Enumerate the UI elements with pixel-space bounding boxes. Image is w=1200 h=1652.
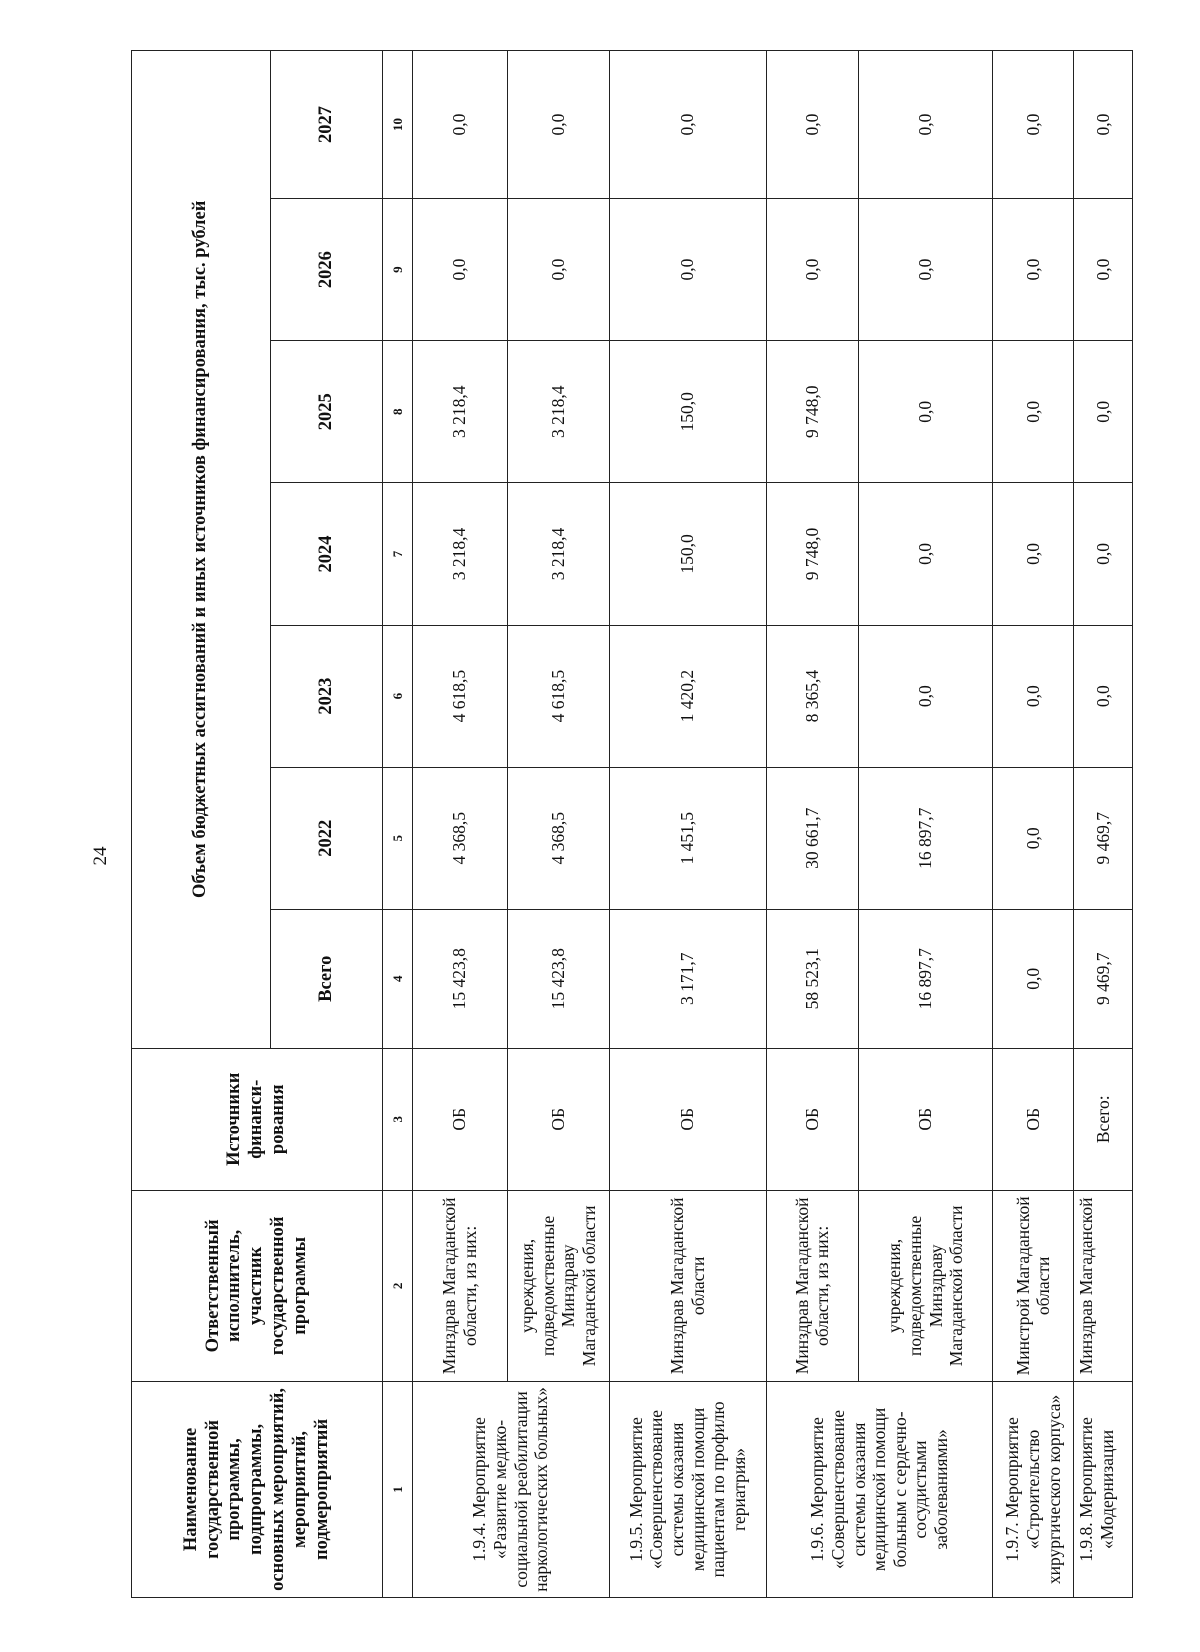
value-cell: 0,0 [507,51,609,199]
value-cell: 0,0 [609,51,766,199]
header-year-total: Всего [270,909,383,1048]
col-number: 1 [383,1381,412,1597]
executor-cell: Минздрав Магаданской области, из них: [766,1190,858,1381]
header-col2: Ответственный исполнитель, участник государственной программы [132,1190,383,1381]
table-row [412,51,507,1598]
value-cell: 0,0 [993,909,1074,1048]
header-col3: Источники финанси-рования [132,1048,383,1190]
value-cell: 4 618,5 [412,625,507,767]
value-cell: 0,0 [858,625,992,767]
value-cell: 0,0 [412,199,507,341]
source-cell: ОБ [993,1048,1074,1190]
value-cell: 4 368,5 [412,767,507,909]
col-number: 10 [383,51,412,199]
source-cell: ОБ [412,1048,507,1190]
col-number: 2 [383,1190,412,1381]
value-cell: 3 171,7 [609,909,766,1048]
value-cell: 0,0 [766,199,858,341]
value-cell: 0,0 [993,483,1074,625]
col-number: 6 [383,625,412,767]
value-cell: 9 748,0 [766,341,858,483]
table-row [858,51,992,1598]
value-cell: 16 897,7 [858,767,992,909]
value-cell: 3 218,4 [412,483,507,625]
value-cell: 0,0 [993,341,1074,483]
value-cell: 1 420,2 [609,625,766,767]
measure-cell: 1.9.7. Мероприятие «Строительство хирургического корпуса» [993,1381,1074,1597]
value-cell: 4 368,5 [507,767,609,909]
value-cell: 0,0 [412,51,507,199]
executor-cell: учреждения, подведомственные Минздраву Магаданской области [507,1190,609,1381]
table-row [1074,51,1133,1598]
header-volume: Объем бюджетных ассигнований и иных источников финансирования, тыс. рублей [132,51,271,1049]
value-cell: 1 451,5 [609,767,766,909]
value-cell: 4 618,5 [507,625,609,767]
value-cell: 58 523,1 [766,909,858,1048]
table-row [507,51,609,1598]
executor-cell: Минздрав Магаданской области [609,1190,766,1381]
value-cell: 150,0 [609,341,766,483]
table-row [993,51,1074,1598]
financing-table [131,50,1133,1598]
executor-cell: Минздрав Магаданской области, из них: [412,1190,507,1381]
header-year-2022: 2022 [270,767,383,909]
value-cell: 150,0 [609,483,766,625]
value-cell: 8 365,4 [766,625,858,767]
source-cell: ОБ [858,1048,992,1190]
value-cell: 0,0 [858,341,992,483]
value-cell: 0,0 [858,483,992,625]
value-cell: 16 897,7 [858,909,992,1048]
measure-cell: 1.9.6. Мероприятие «Совершенствование системы оказания медицинской помощи больным с сердечно-сосудистыми заболеваниями» [766,1381,992,1597]
value-cell: 0,0 [1074,625,1133,767]
col-number: 5 [383,767,412,909]
col-number: 8 [383,341,412,483]
col-number: 9 [383,199,412,341]
source-cell: ОБ [766,1048,858,1190]
value-cell: 3 218,4 [412,341,507,483]
header-year-2023: 2023 [270,625,383,767]
value-cell: 0,0 [993,625,1074,767]
header-year-2026: 2026 [270,199,383,341]
source-cell: ОБ [609,1048,766,1190]
source-cell: Всего: [1074,1048,1133,1190]
measure-cell: 1.9.8. Мероприятие «Модернизации [1074,1381,1133,1597]
value-cell: 0,0 [1074,341,1133,483]
value-cell: 0,0 [507,199,609,341]
header-row-1 [132,51,271,1598]
source-cell: ОБ [507,1048,609,1190]
value-cell: 15 423,8 [412,909,507,1048]
executor-cell: Минстрой Магаданской области [993,1190,1074,1381]
header-year-2025: 2025 [270,341,383,483]
table-row [766,51,858,1598]
header-year-2024: 2024 [270,483,383,625]
value-cell: 0,0 [993,199,1074,341]
rotated-table-wrapper [131,50,1133,1598]
col-number: 4 [383,909,412,1048]
column-number-row [383,51,412,1598]
value-cell: 15 423,8 [507,909,609,1048]
value-cell: 0,0 [993,767,1074,909]
value-cell: 3 218,4 [507,341,609,483]
executor-cell: учреждения, подведомственные Минздраву Магаданской области [858,1190,992,1381]
table-row [609,51,766,1598]
value-cell: 3 218,4 [507,483,609,625]
value-cell: 0,0 [609,199,766,341]
value-cell: 30 661,7 [766,767,858,909]
page-number: 24 [90,846,111,866]
col-number: 7 [383,483,412,625]
value-cell: 0,0 [993,51,1074,199]
value-cell: 9 469,7 [1074,909,1133,1048]
col-number: 3 [383,1048,412,1190]
value-cell: 9 748,0 [766,483,858,625]
value-cell: 9 469,7 [1074,767,1133,909]
value-cell: 0,0 [766,51,858,199]
value-cell: 0,0 [1074,199,1133,341]
measure-cell: 1.9.4. Мероприятие «Развитие медико-социальной реабилитации наркологических больных» [412,1381,609,1597]
value-cell: 0,0 [1074,51,1133,199]
measure-cell: 1.9.5. Мероприятие «Совершенствование системы оказания медицинской помощи пациентам по профилю гериатрия» [609,1381,766,1597]
value-cell: 0,0 [858,51,992,199]
value-cell: 0,0 [1074,483,1133,625]
executor-cell: Минздрав Магаданской [1074,1190,1133,1381]
header-year-2027: 2027 [270,51,383,199]
header-col1: Наименование государственной программы, подпрограммы, основных мероприятий, мероприятий, подмероприятий [132,1381,383,1597]
value-cell: 0,0 [858,199,992,341]
